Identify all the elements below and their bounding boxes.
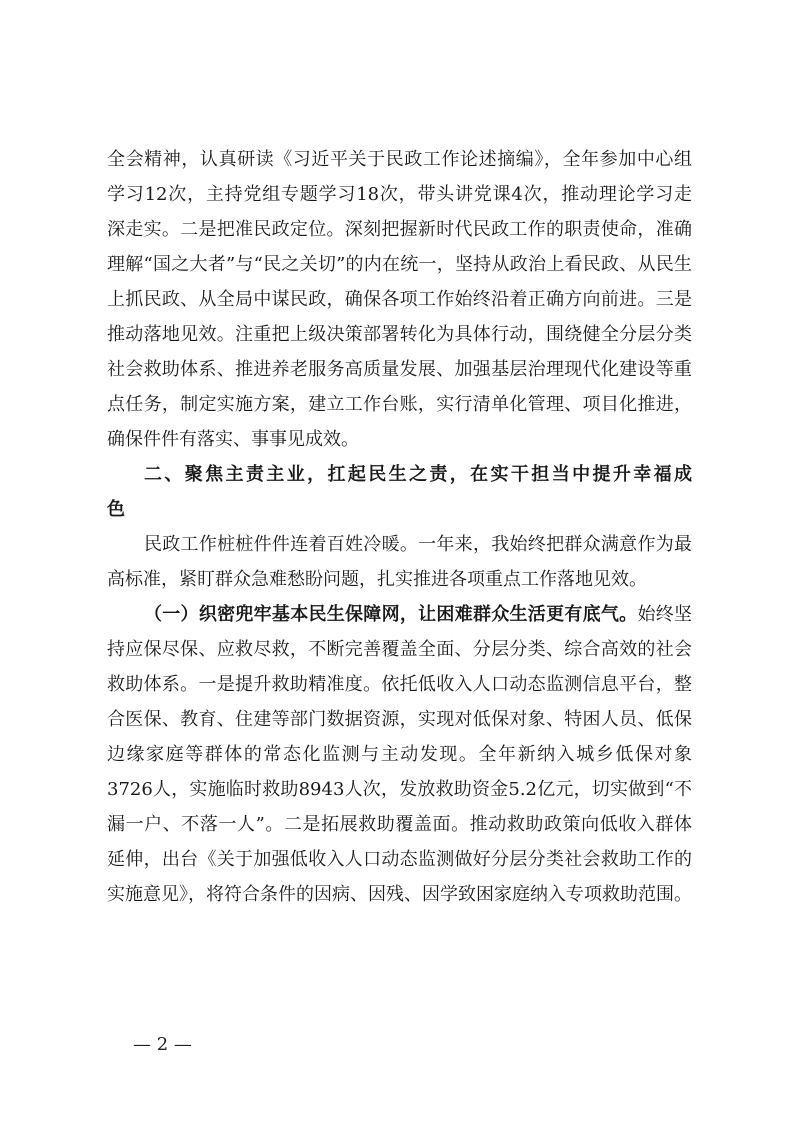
body-line: 学习12次，主持党组专题学习18次，带头讲党课4次，推动理论学习走 [107,184,692,205]
body-line: 救助体系。一是提升救助精准度。依托低收入人口动态监测信息平台，整 [107,674,692,695]
section-heading-cont: 色 [107,499,125,520]
body-line: 确保件件有落实、事事见成效。 [107,429,359,450]
body-line: 实施意见》，将符合条件的因病、因残、因学致困家庭纳入专项救助范围。 [107,884,692,905]
body-line: 理解“国之大者”与“民之关切”的内在统一，坚持从政治上看民政、从民生 [107,254,692,275]
body-line: 推动落地见效。注重把上级决策部署转化为具体行动，围绕健全分层分类 [107,324,692,345]
subsection-title: （一）织密兜牢基本民生保障网，让困难群众生活更有底气。 [144,604,638,625]
intro-line: 民政工作桩桩件件连着百姓冷暖。一年来，我始终把群众满意作为最 [144,534,692,555]
page-number: — 2 — [133,1034,192,1055]
body-line: 上抓民政、从全局中谋民政，确保各项工作始终沿着正确方向前进。三是 [107,289,692,310]
body-line: 社会救助体系、推进养老服务高质量发展、加强基层治理现代化建设等重 [107,359,692,380]
body-line: 深走实。二是把准民政定位。深刻把握新时代民政工作的职责使命，准确 [107,219,692,240]
body-line: 全会精神，认真研读《习近平关于民政工作论述摘编》，全年参加中心组 [107,149,692,170]
body-line: 合医保、教育、住建等部门数据资源，实现对低保对象、特困人员、低保 [107,709,692,730]
subsection-first-line [144,602,692,628]
body-line: 持应保尽保、应救尽救，不断完善覆盖全面、分层分类、综合高效的社会 [107,639,692,660]
body-line: 漏一户、不落一人”。二是拓展救助覆盖面。推动救助政策向低收入群体 [107,814,692,835]
intro-line: 高标准，紧盯群众急难愁盼问题，扎实推进各项重点工作落地见效。 [107,569,647,590]
body-line: 延伸，出台《关于加强低收入人口动态监测做好分层分类社会救助工作的 [107,849,692,870]
body-line: 边缘家庭等群体的常态化监测与主动发现。全年新纳入城乡低保对象 [107,744,692,765]
body-line: 3726人，实施临时救助8943人次，发放救助资金5.2亿元，切实做到“不 [107,779,692,800]
section-heading: 二、聚焦主责主业，扛起民生之责，在实干担当中提升幸福成 [144,464,692,485]
body-line: 点任务，制定实施方案，建立工作台账，实行清单化管理、项目化推进， [107,394,692,415]
subsection-text: 始终坚 [637,604,693,625]
